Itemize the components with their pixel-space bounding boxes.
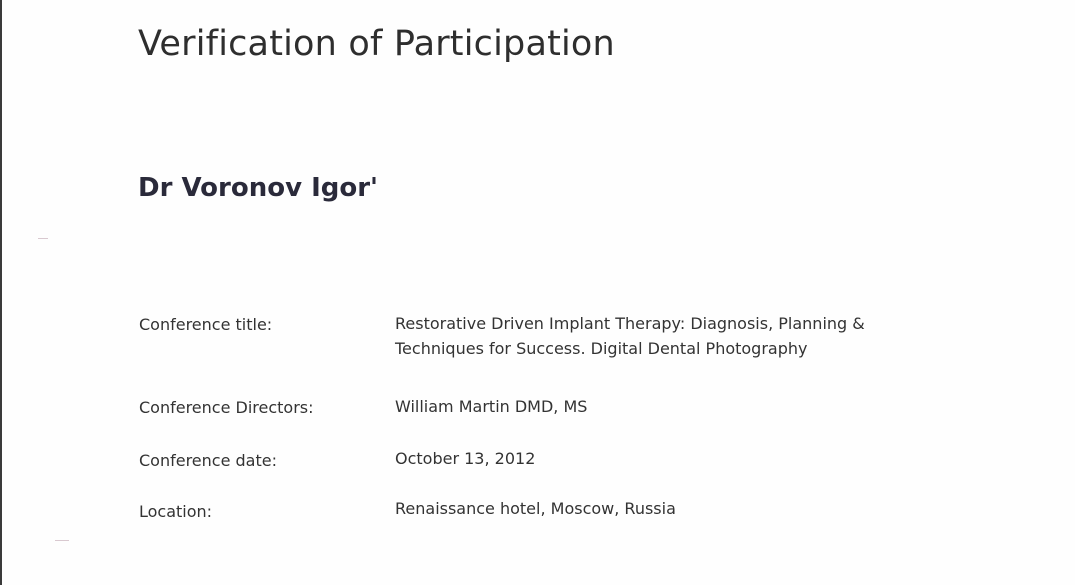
conference-title-value-line1: Restorative Driven Implant Therapy: Diagnosis, Planning & xyxy=(395,314,865,333)
scan-speck xyxy=(38,238,48,239)
location-value: Renaissance hotel, Moscow, Russia xyxy=(395,499,676,518)
document-title: Verification of Participation xyxy=(138,24,615,64)
conference-title-value-line2: Techniques for Success. Digital Dental Photography xyxy=(395,339,808,358)
conference-directors-label: Conference Directors: xyxy=(139,398,314,417)
scan-edge xyxy=(0,0,2,585)
conference-title-label: Conference title: xyxy=(139,315,273,334)
location-label: Location: xyxy=(139,502,213,521)
conference-date-value: October 13, 2012 xyxy=(395,449,536,468)
participant-name: Dr Voronov Igor' xyxy=(138,173,379,203)
conference-directors-value: William Martin DMD, MS xyxy=(395,397,588,416)
scan-speck xyxy=(55,540,69,541)
conference-date-label: Conference date: xyxy=(139,451,277,470)
